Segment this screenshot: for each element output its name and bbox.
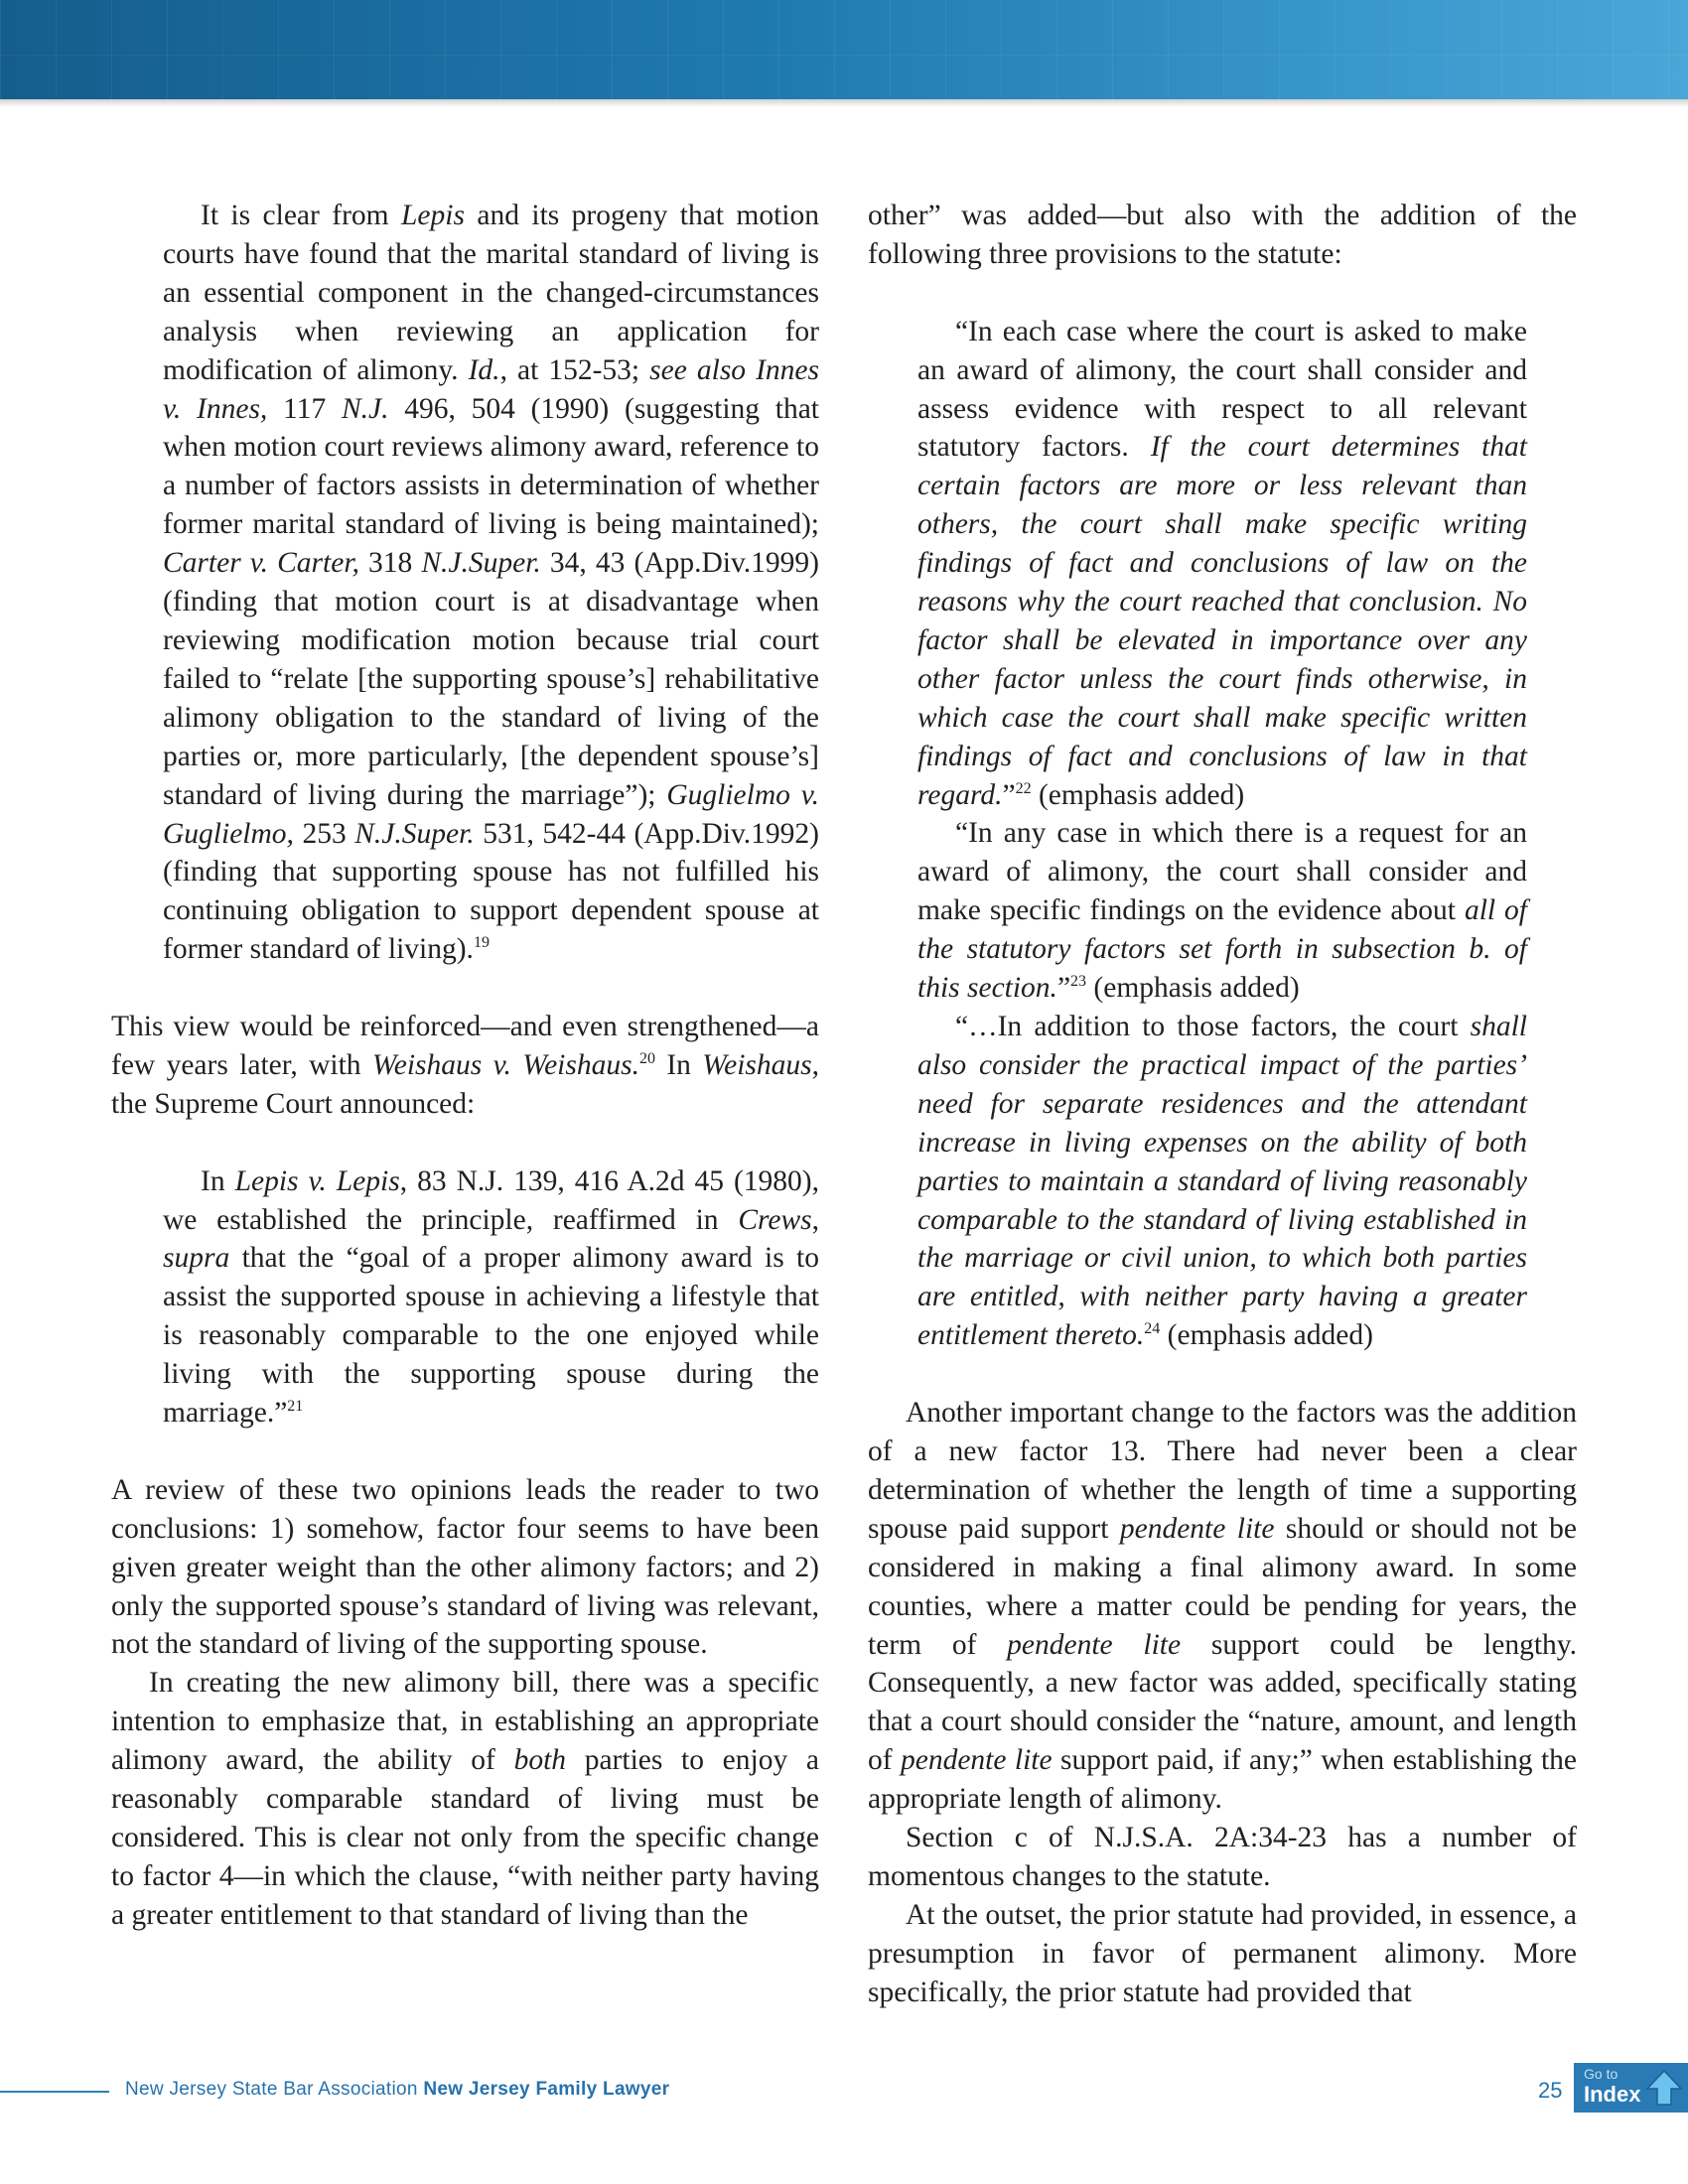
text-run: , at 152-53;	[499, 353, 650, 386]
text-run: should or should not be considered in making a final alimony award. In some counties, where a matter could be pending for years, the term of	[868, 1512, 1577, 1661]
text-run: , the Supreme Court announced:	[111, 1048, 819, 1120]
text-run: N.J.Super.	[421, 547, 541, 580]
text-run: Carter v. Carter,	[163, 547, 359, 580]
footer-publication: New Jersey Family Lawyer	[423, 2079, 670, 2100]
text-run: Id.	[468, 353, 500, 386]
text-run: Lepis v. Lepis	[234, 1164, 400, 1197]
text-run: “In each case where the court is asked to make an award of alimony, the court shall consider and assess evidence with respect to all relevant statutory factors.	[917, 315, 1527, 464]
text-run: This view would be reinforced—and even strengthened—a few years later, with	[111, 1011, 819, 1081]
text-run: ”	[1056, 972, 1071, 1005]
text-run: “…In addition to those factors, the court	[955, 1011, 1471, 1043]
text-run: It is clear from	[201, 200, 402, 231]
footer-credit	[125, 2079, 669, 2101]
right-paragraph-3	[868, 1819, 1577, 1896]
text-run: both	[513, 1744, 567, 1777]
left-paragraph-2	[111, 1008, 819, 1124]
text-run: A review of these two opinions leads the reader to two conclusions: 1) somehow, factor four seems to have been given greater weight than the other alimony factors; and 2) only the supported spouse’s standard of living was relevant, not the standard of living of the supporting spouse.	[111, 1473, 819, 1661]
up-arrow-icon	[1645, 2069, 1683, 2107]
footnote-ref: 23	[1070, 973, 1087, 991]
text-run: other” was added—but also with the addition of the following three provisions to the statute:	[868, 200, 1577, 270]
text-run: Guglielmo v. Guglielmo,	[163, 778, 819, 850]
left-block-quote	[111, 1162, 819, 1433]
text-run: 34, 43 (App.Div.1999) (finding that motion court is at disadvantage when reviewing modification motion because trial court failed to “relate [the supporting spouse’s] rehabilitative alimony obligation to the standard of living of the parties or, more particularly, [the dependent spouse’s] standard of living during the marriage”);	[163, 547, 819, 811]
text-run: that the “goal of a proper alimony award is to assist the supported spouse in achieving a lifestyle that is reasonably comparable to the one enjoyed while living with the supporting spouse during the marriage.”	[163, 1242, 819, 1430]
text-run: pendente lite	[1007, 1628, 1182, 1661]
text-run: In	[201, 1164, 235, 1197]
footnote-ref: 19	[473, 934, 490, 952]
text-run: Weishaus v. Weishaus.	[371, 1048, 639, 1081]
header-banner	[0, 0, 1688, 99]
text-run: shall also consider the practical impact of the parties’ need for separate residences and the attendant increase in living expenses on the ability of both parties to maintain a standard of living reasonably comparable to the standard of living established in the marriage or civil union, to which both parties are entitled, with neither party having a greater entitlement thereto.	[917, 1011, 1527, 1352]
text-run: see also Innes v. Innes,	[163, 353, 819, 425]
text-run: pendente lite	[1119, 1512, 1275, 1545]
left-column	[111, 197, 819, 1935]
text-run: , 83 N.J. 139, 416 A.2d 45 (1980), we established the principle, reaffirmed in	[163, 1164, 820, 1236]
footnote-ref: 21	[287, 1398, 304, 1416]
left-paragraph-3	[111, 1471, 819, 1665]
text-run: Lepis	[401, 200, 465, 231]
text-run: parties to enjoy a reasonably comparable standard of living must be considered. This is clear not only from the specific change to factor 4—in which the clause, “with neither party having a greater entitlement to that standard of living than the	[111, 1744, 819, 1931]
go-to-index-button[interactable]	[1574, 2063, 1688, 2113]
right-paragraph-1	[868, 197, 1577, 274]
text-run: In creating the new alimony bill, there was a specific intention to emphasize that, in establishing an appropriate alimony award, the ability of	[111, 1667, 819, 1777]
text-run: supra	[163, 1242, 230, 1275]
right-paragraph-4	[868, 1896, 1577, 2012]
text-run: 531, 542-44 (App.Div.1992) (finding that supporting spouse has not fulfilled his continuing obligation to support dependent spouse at former standard of living).	[163, 817, 820, 966]
page-number: 25	[1538, 2078, 1563, 2103]
text-run: Weishaus	[702, 1048, 812, 1081]
text-run: 117	[267, 392, 342, 425]
text-run: N.J.Super.	[354, 817, 475, 850]
right-quote-2	[868, 814, 1577, 1008]
banner-pattern	[0, 0, 1688, 99]
text-run: and its progeny that motion courts have found that the marital standard of living is an essential component in the changed-circumstances analysis when reviewing an application for modification of alimony.	[163, 200, 819, 386]
banner-shadow	[0, 99, 1688, 107]
text-run: At the outset, the prior statute had provided, in essence, a presumption in favor of permanent alimony. More specifically, the prior statute had provided that	[868, 1898, 1577, 2008]
right-paragraph-2	[868, 1394, 1577, 1819]
text-run: 318	[358, 547, 422, 580]
text-run: support paid, if any;” when establishing the appropriate length of alimony.	[868, 1744, 1577, 1816]
text-run: ”	[1002, 778, 1016, 811]
text-run: (emphasis added)	[1086, 972, 1300, 1005]
text-run: support could be lengthy. Consequently, a new factor was added, specifically stating that a court should consider the “nature, amount, and length of	[868, 1628, 1577, 1777]
footnote-ref: 20	[638, 1049, 655, 1067]
text-run: Section c of N.J.S.A. 2A:34-23 has a number of momentous changes to the statute.	[868, 1822, 1577, 1892]
text-run: 253	[293, 817, 355, 850]
footnote-ref: 24	[1144, 1320, 1161, 1338]
text-run: “In any case in which there is a request for an award of alimony, the court shall consider and make specific findings on the evidence about	[917, 817, 1527, 927]
footer-association: New Jersey State Bar Association	[125, 2079, 424, 2100]
index-label: Index	[1584, 2082, 1641, 2107]
text-run: all of the statutory factors set forth in subsection b. of this section.	[917, 894, 1527, 1005]
text-run: Another important change to the factors was the addition of a new factor 13. There had never been a clear determination of whether the length of time a supporting spouse paid support	[868, 1397, 1577, 1545]
right-quote-1	[868, 313, 1577, 815]
text-run: In	[654, 1048, 703, 1081]
text-run: N.J.	[341, 392, 389, 425]
right-quote-3	[868, 1008, 1577, 1355]
left-paragraph-4	[111, 1664, 819, 1934]
footer-rule	[0, 2091, 109, 2093]
left-paragraph-1	[111, 197, 819, 969]
goto-label: Go to	[1584, 2066, 1618, 2082]
text-run: 496, 504 (1990) (suggesting that when motion court reviews alimony award, reference to a number of factors assists in determination of whether former marital standard of living is being maintained);	[163, 392, 820, 541]
footnote-ref: 22	[1015, 779, 1032, 797]
text-run: (emphasis added)	[1160, 1319, 1373, 1352]
text-run: Crews	[738, 1203, 812, 1236]
text-run: (emphasis added)	[1031, 778, 1245, 811]
right-column	[868, 197, 1577, 2012]
text-run: ,	[811, 1203, 819, 1236]
text-run: pendente lite	[901, 1744, 1053, 1777]
text-run: If the court determines that certain factors are more or less relevant than others, the court shall make specific writing findings of fact and conclusions of law on the reasons why the court reached that conclusion. No factor shall be elevated in importance over any other factor unless the court finds otherwise, in which case the court shall make specific written findings of fact and conclusions of law in that regard.	[917, 431, 1527, 811]
